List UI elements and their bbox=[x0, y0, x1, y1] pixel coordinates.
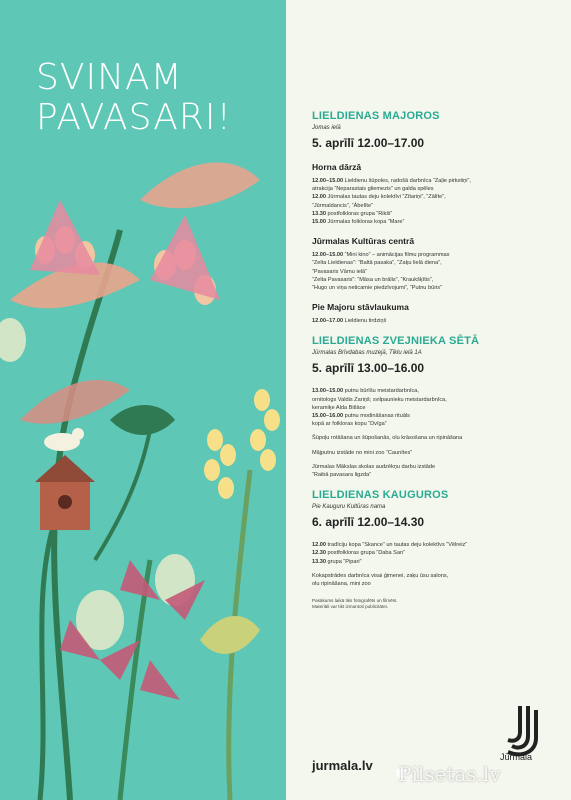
program-line: ornitologs Valdis Zariņš; svilpaunieku meistardarbnīca, bbox=[312, 396, 447, 403]
section-title-kauguri: LIELDIENAS KAUGUROS bbox=[312, 489, 449, 502]
program-line: “Pavasaris Vārnu ielā” bbox=[312, 268, 368, 275]
program-line: “Jūrmaldancis”, “Ābelīte” bbox=[312, 202, 373, 209]
section-title-zvejnieka: LIELDIENAS ZVEJNIEKA SĒTĀ bbox=[312, 335, 480, 348]
program-column bbox=[312, 110, 564, 610]
program-line: “Zelta Lieldienas”: “Baltā pasaka”, “Zaķu lielā diena”, bbox=[312, 260, 442, 267]
jurmala-j-logo-icon bbox=[494, 700, 544, 780]
program-line: 12.00 tradīciju kopa “Skance” un tautas deju kolektīvs “Vēlreiz” bbox=[312, 542, 468, 549]
website-link[interactable]: jurmala.lv bbox=[312, 758, 373, 773]
program-line: 12.30 postfolkloras grupa “Daba San” bbox=[312, 550, 405, 557]
program-line: 12.00 Jūrmalas tautas deju kolektīvi “Zītariņi”, “Zālīte”, bbox=[312, 194, 446, 201]
section-date-zvejnieka: 5. aprīlī 13.00–16.00 bbox=[312, 361, 425, 376]
program-line: 13.30 postfolkloras grupa “Rikši” bbox=[312, 210, 393, 217]
section-date-majori: 5. aprīlī 12.00–17.00 bbox=[312, 136, 425, 150]
program-panel bbox=[286, 0, 571, 800]
section-location-kauguri: Pie Kauguru Kultūras nama bbox=[312, 504, 386, 511]
program-line: 12.00–15.00 “Mini kino” – animācijas filmu programmas bbox=[312, 252, 450, 259]
headline-line-1: SVINAM bbox=[36, 57, 183, 98]
program-extra-line: “Raibā pavasara ligzda” bbox=[312, 472, 372, 479]
program-line: 15.00 Jūrmalas folkloras kopa “Mare” bbox=[312, 219, 405, 226]
photo-notice: Pasākums laikā tiks fotografēts un filmēts. bbox=[312, 598, 398, 604]
section-location-majori: Jomas ielā bbox=[312, 125, 341, 131]
program-line: 12.00–17.00 Lieldienu tirdziņš bbox=[312, 318, 387, 325]
section-title-majori: LIELDIENAS MAJOROS bbox=[312, 110, 440, 122]
program-extra-line: Mājputnu izstāde no mini zoo “Caunītes” bbox=[312, 449, 413, 456]
program-line: “Zelta Pavasaris”: “Māsa un brālis”, “Kraukšķītis”, bbox=[312, 276, 434, 283]
program-line: kopā ar folkloras kopu “Dvīga” bbox=[312, 421, 387, 428]
program-line: “Hugo un viņa neticamie piedzīvojumi”, “Putnu būris” bbox=[312, 285, 442, 292]
program-line: 13.30 grupa “Pipari” bbox=[312, 558, 362, 565]
program-line: atrakcija “Neparastais gliemezis” un galda spēles bbox=[312, 186, 434, 193]
program-extra-line: Kokapstrādes darbnīca visai ģimenei, zaķu ūsu salons, bbox=[312, 572, 449, 579]
venue-kulturas-centrs: Jūrmalas Kultūras centrā bbox=[312, 236, 415, 247]
program-line: keramiķe Alda Bitlāce bbox=[312, 404, 366, 411]
program-line: 13.00–15.00 putnu būrīšu meistardarbnīca, bbox=[312, 388, 419, 395]
venue-majoru-stavlaukums: Pie Majoru stāvlaukuma bbox=[312, 302, 409, 313]
photo-notice: Materiāli var tikt izmantoti publicitātei. bbox=[312, 604, 389, 610]
program-extra-line: Jūrmalas Mākslas skolas audzēkņu darbu izstāde bbox=[312, 463, 436, 470]
program-line: 12.00–15.00 Lieldienu šūpoles, radošā darbnīca “Zaļie pirkstiņi”, bbox=[312, 178, 471, 184]
program-extra-line: Šūpoļu rotāšana un šūpošanās, olu krāsošana un ripināšana bbox=[312, 435, 463, 442]
headline bbox=[36, 58, 232, 138]
program-line: 15.00–16.00 putnu modināšanas rituāls bbox=[312, 413, 410, 420]
program-extra-line: olu ripināšana, mini zoo bbox=[312, 581, 371, 588]
venue-horna-darzs: Horna dārzā bbox=[312, 162, 362, 172]
section-location-zvejnieka: Jūrmalas Brīvdabas muzejā, Tīklu ielā 1A bbox=[312, 350, 422, 357]
watermark: Pilsetas.lv bbox=[398, 762, 501, 786]
logo-wordmark: Jūrmala bbox=[500, 752, 533, 762]
headline-line-2: PAVASARI! bbox=[36, 97, 232, 138]
section-date-kauguri: 6. aprīlī 12.00–14.30 bbox=[312, 515, 425, 530]
